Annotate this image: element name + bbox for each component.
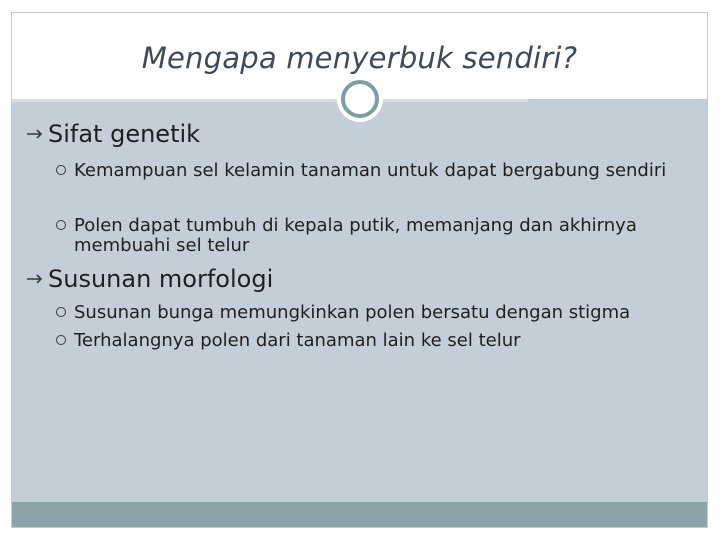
ring-bullet-icon <box>56 220 66 230</box>
list-item <box>56 331 676 351</box>
title-divider-right <box>382 99 528 102</box>
list-item <box>56 303 676 323</box>
arrow-bullet-icon <box>26 128 46 140</box>
list-item-text: Kemampuan sel kelamin tanaman untuk dapat bergabung sendiri <box>74 160 667 181</box>
title-divider-left <box>12 99 340 102</box>
arrow-bullet-icon <box>26 273 46 285</box>
section-heading-text: Sifat genetik <box>48 120 201 148</box>
list-item <box>56 216 676 256</box>
title-ornament-ring-icon <box>341 80 379 118</box>
list-item <box>56 161 676 181</box>
list-item-text: Terhalangnya polen dari tanaman lain ke sel telur <box>74 330 521 351</box>
footer-bar <box>12 502 707 527</box>
section-heading-susunan-morfologi <box>26 265 273 293</box>
slide-title: Mengapa menyerbuk sendiri? <box>141 41 578 75</box>
ring-bullet-icon <box>56 165 66 175</box>
list-item-text: Polen dapat tumbuh di kepala putik, memanjang dan akhirnya membuahi sel telur <box>74 215 637 256</box>
section-heading-sifat-genetik <box>26 120 200 148</box>
ring-bullet-icon <box>56 307 66 317</box>
list-item-text: Susunan bunga memungkinkan polen bersatu dengan stigma <box>74 302 631 323</box>
ring-bullet-icon <box>56 335 66 345</box>
section-heading-text: Susunan morfologi <box>48 265 274 293</box>
